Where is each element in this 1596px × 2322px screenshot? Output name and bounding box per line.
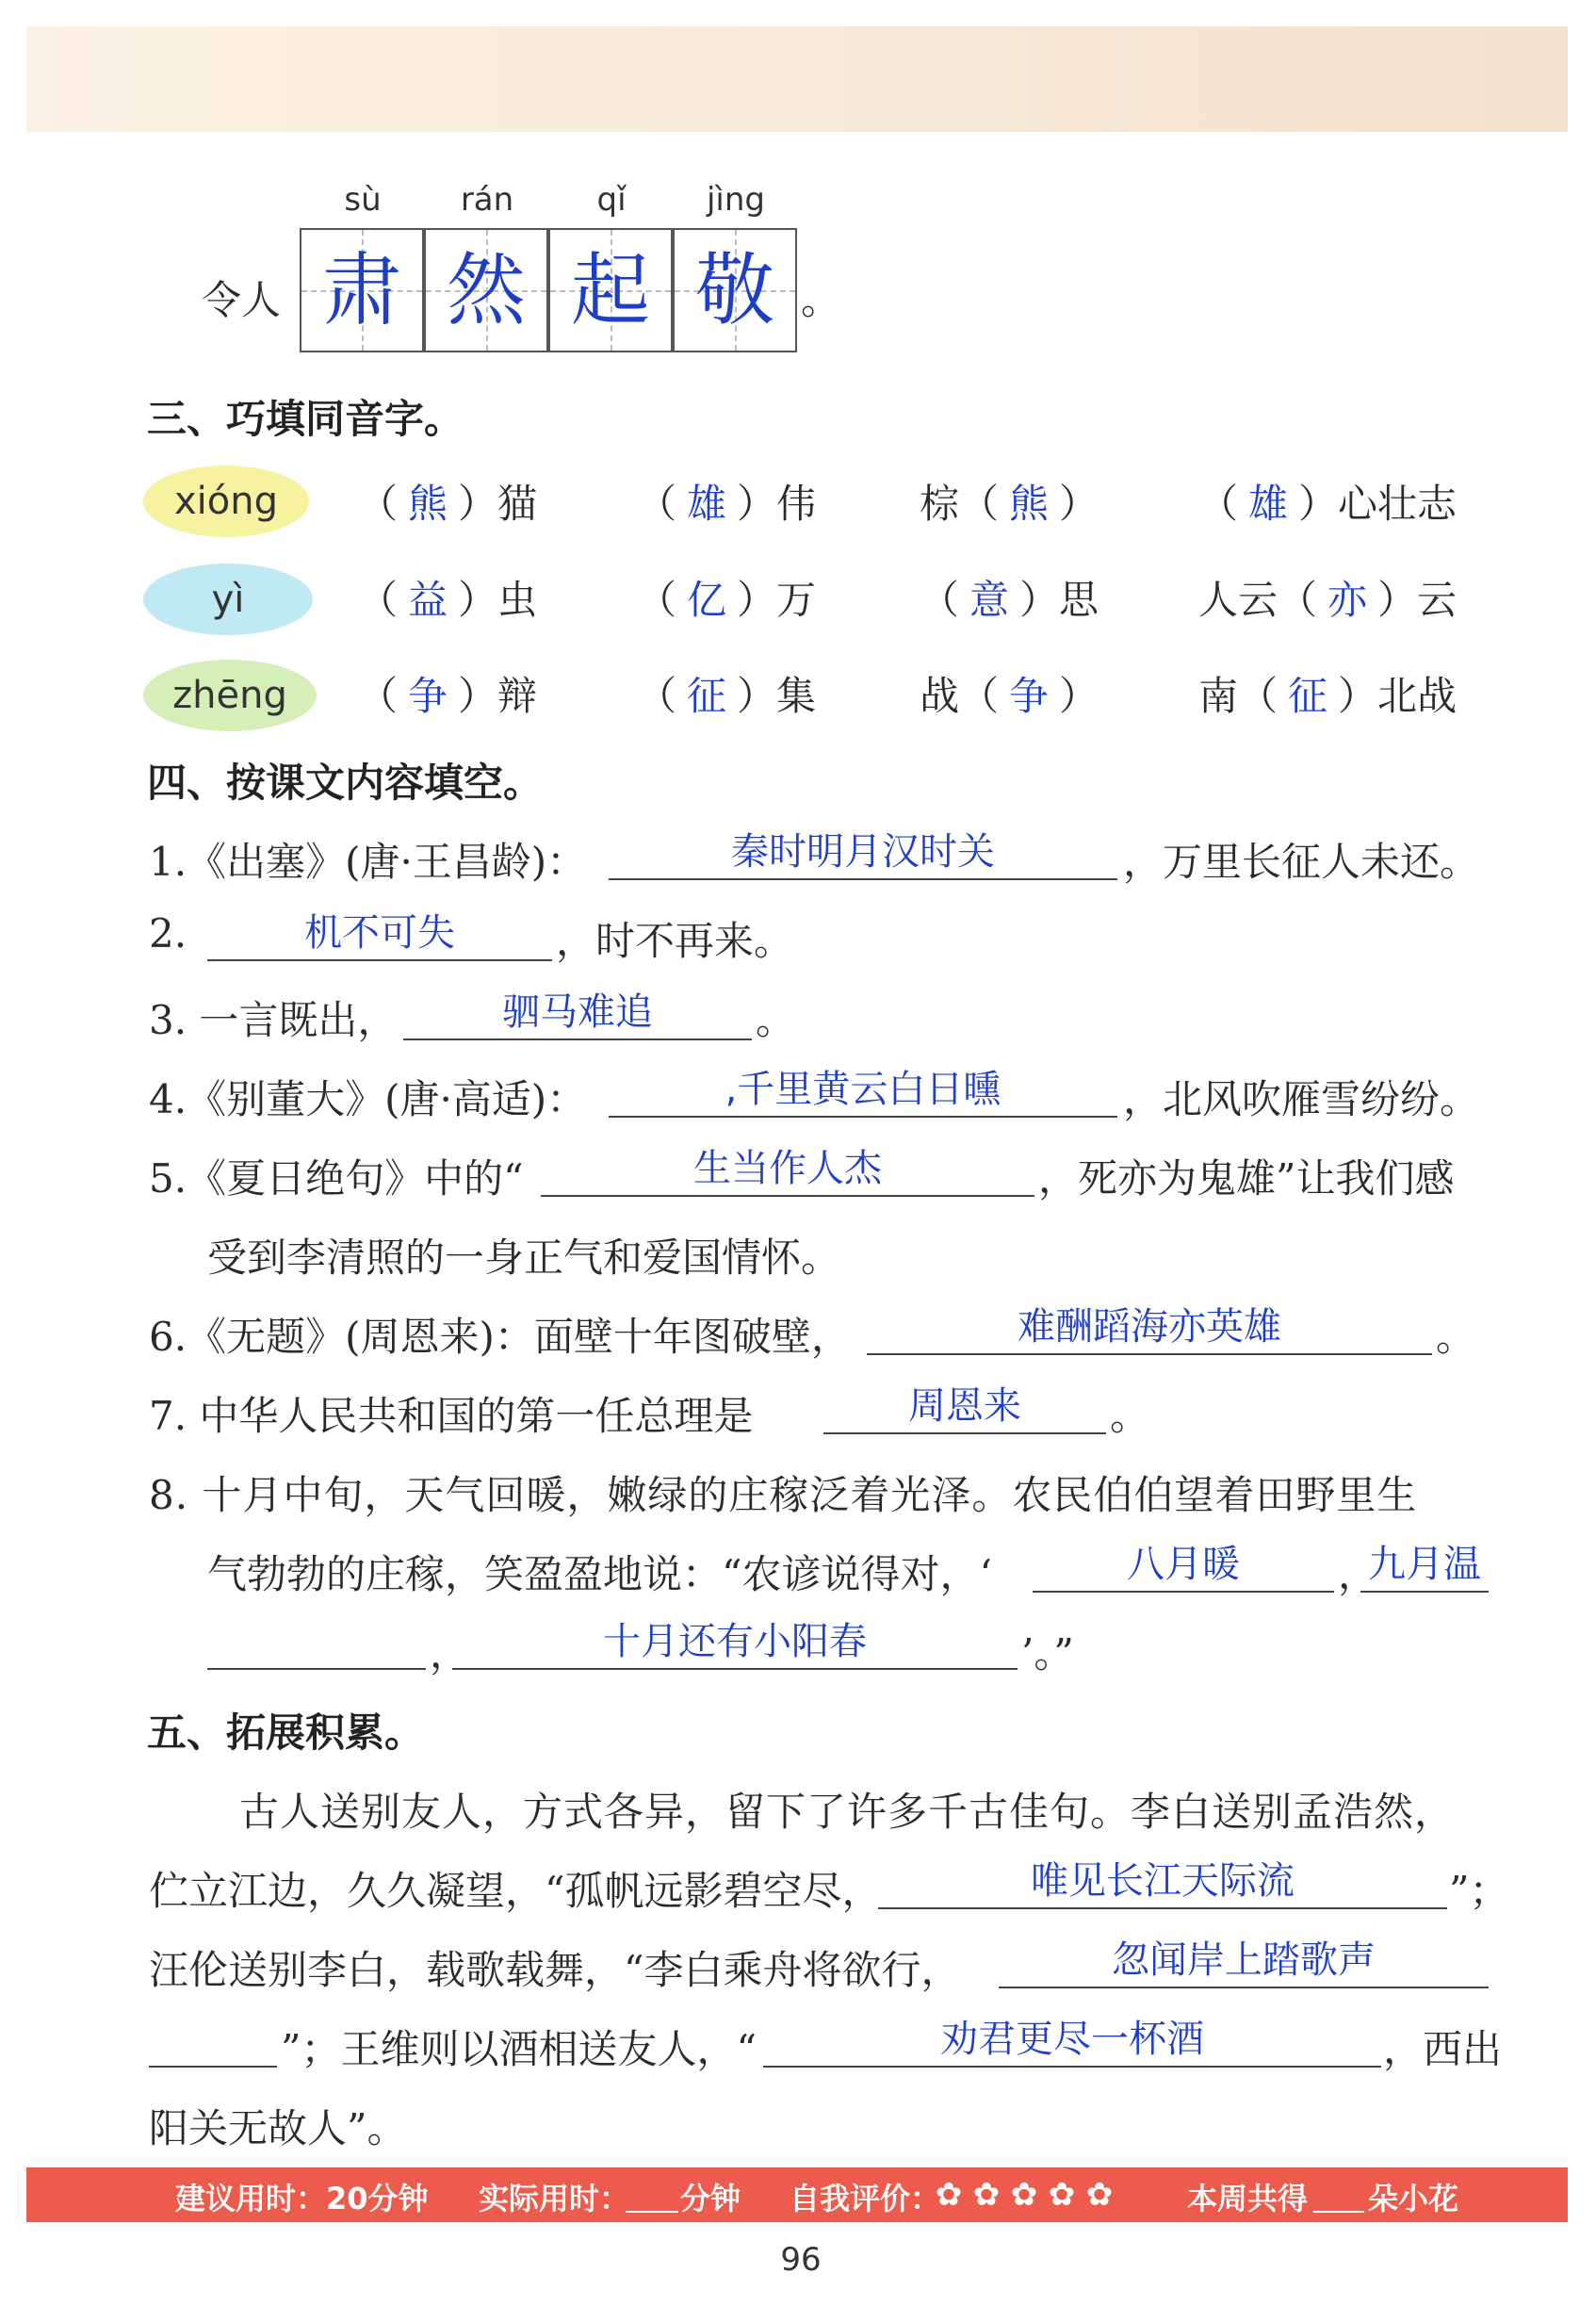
section5-answer-2: 忽闻岸上踏歌声 [1112, 1938, 1376, 1982]
top-decoration-band [26, 26, 1568, 132]
pinyin-bubble-label: yì [211, 578, 245, 621]
q1-answer: 秦时明月汉时关 [731, 830, 995, 874]
grid-cell-2 [424, 228, 548, 352]
homophone-item [358, 473, 537, 530]
q8-answer-3: 十月还有小阳春 [603, 1620, 867, 1663]
pinyin-1: sù [344, 181, 382, 219]
flower-icon: ✿ [1085, 2176, 1114, 2214]
q7-text: 7. 中华人民共和国的第一任总理是 [149, 1393, 754, 1439]
q6-text: 6.《无题》(周恩来)：面壁十年图破壁， [149, 1314, 851, 1360]
homophone-item [1198, 473, 1457, 530]
q3-answer: 驷马难追 [502, 990, 653, 1034]
idiom-end: 。 [801, 277, 841, 323]
item-post: ）辩 [458, 673, 538, 719]
section5-line5: 阳关无故人”。 [149, 2105, 407, 2151]
q6-text-end: 。 [1436, 1314, 1476, 1360]
footer-week-label: 本周共得 [1187, 2181, 1309, 2216]
item-pre: （ [358, 673, 399, 719]
item-post: ）思 [1019, 577, 1099, 623]
pinyin-2: rán [460, 181, 514, 219]
item-post: ）北战 [1338, 673, 1458, 719]
section3-heading: 三、巧填同音字。 [147, 396, 464, 442]
homophone-item [920, 665, 1099, 722]
q1-text-end: ，万里长征人未还。 [1123, 839, 1480, 885]
section5-line2: 伫立江边，久久凝望，“孤帆远影碧空尽， [149, 1868, 882, 1914]
q4-text-end: ，北风吹雁雪纷纷。 [1123, 1076, 1480, 1122]
grid-answer-1: 肃 [321, 244, 401, 336]
section4-heading: 四、按课文内容填空。 [147, 760, 544, 806]
grid-answer-3: 起 [570, 244, 650, 336]
q8-sep-1: ， [1338, 1551, 1378, 1597]
page-number: 96 [780, 2241, 822, 2279]
item-pre: （ [920, 577, 960, 623]
flower-icon: ✿ [1010, 2176, 1038, 2214]
item-pre: 南（ [1198, 673, 1278, 719]
flower-icon: ✿ [1048, 2176, 1076, 2214]
item-pre: （ [637, 577, 677, 623]
q8-answer-1: 八月暖 [1127, 1543, 1240, 1586]
item-pre: 棕（ [920, 481, 1000, 527]
item-answer: 征 [1288, 673, 1328, 719]
section5-blank-2 [999, 1987, 1489, 1988]
item-answer: 益 [408, 577, 448, 623]
q1-text: 1.《出塞》(唐·王昌龄)： [149, 839, 587, 885]
pinyin-3: qǐ [596, 181, 627, 219]
item-answer: 亦 [1327, 577, 1368, 623]
item-answer: 熊 [1009, 481, 1050, 527]
footer-actual-time-blank [626, 2211, 678, 2213]
section5-line4-end: ，西出 [1383, 2026, 1503, 2072]
section5-blank-2-continued [149, 2066, 277, 2068]
pinyin-bubble-yi [143, 564, 313, 635]
section5-line4: ”；王维则以酒相送友人，“ [281, 2026, 757, 2072]
q8-blank-2-continued [207, 1668, 426, 1670]
q1-blank [609, 878, 1117, 880]
q2-number: 2. [149, 910, 187, 957]
footer-actual-time-unit: 分钟 [680, 2181, 741, 2216]
item-pre: 人云（ [1198, 577, 1318, 623]
q8-answer-2: 九月温 [1368, 1543, 1481, 1586]
section5-line2-end: ”； [1449, 1868, 1509, 1914]
homophone-item [358, 665, 537, 722]
pinyin-bubble-label: xióng [174, 480, 278, 523]
item-post: ）虫 [458, 577, 538, 623]
footer-week-blank [1313, 2211, 1364, 2213]
q3-text: 3. 一言既出， [149, 997, 398, 1043]
q4-text: 4.《别董大》(唐·高适)： [149, 1076, 587, 1122]
q8-text-line1: 8. 十月中旬，天气回暖，嫩绿的庄稼泛着光泽。农民伯伯望着田野里生 [149, 1472, 1418, 1518]
item-answer: 争 [408, 673, 448, 719]
homophone-item [637, 665, 816, 722]
item-answer: 雄 [1248, 481, 1289, 527]
grid-cell-4 [673, 228, 797, 352]
footer-suggested-time: 建议用时：20分钟 [175, 2181, 429, 2216]
footer-week-unit: 朵小花 [1368, 2181, 1459, 2216]
item-pre: （ [637, 481, 677, 527]
item-pre: （ [637, 673, 677, 719]
item-post: ）心壮志 [1298, 481, 1458, 527]
item-post: ）云 [1377, 577, 1458, 623]
homophone-item [920, 569, 1099, 626]
grid-answer-4: 敬 [694, 244, 774, 336]
q2-answer: 机不可失 [304, 911, 455, 955]
q8-blank-2 [1360, 1591, 1489, 1593]
item-post: ）万 [737, 577, 817, 623]
q8-blank-1 [1033, 1591, 1334, 1593]
q5-text: 5.《夏日绝句》中的“ [149, 1155, 524, 1202]
pinyin-bubble-xiong [143, 466, 309, 537]
q6-answer: 难酬蹈海亦英雄 [1018, 1305, 1281, 1349]
section5-blank-3 [763, 2066, 1381, 2068]
q3-text-end: 。 [756, 997, 796, 1043]
item-post: ） [1059, 673, 1099, 719]
grid-cell-1 [300, 228, 424, 352]
item-post: ） [1059, 481, 1099, 527]
q8-text-line2: 气勃勃的庄稼，笑盈盈地说：“农谚说得对，‘ [207, 1551, 992, 1597]
item-pre: （ [358, 481, 399, 527]
section5-line3: 汪伦送别李白，载歌载舞，“李白乘舟将欲行， [149, 1947, 961, 1993]
q7-text-end: 。 [1110, 1393, 1150, 1439]
flower-icon: ✿ [935, 2176, 963, 2214]
q7-blank [823, 1432, 1106, 1434]
q2-blank [207, 959, 552, 961]
grid-answer-2: 然 [446, 244, 526, 336]
item-post: ）伟 [737, 481, 817, 527]
pinyin-bubble-zheng [143, 660, 317, 731]
grid-cell-3 [548, 228, 673, 352]
q5-text-line2: 受到李清照的一身正气和爱国情怀。 [207, 1235, 841, 1281]
section5-heading: 五、拓展积累。 [147, 1709, 425, 1756]
q5-answer: 生当作人杰 [693, 1147, 882, 1190]
q4-blank [609, 1116, 1117, 1118]
item-answer: 争 [1009, 673, 1050, 719]
item-answer: 意 [969, 577, 1010, 623]
pinyin-bubble-label: zhēng [172, 674, 287, 717]
homophone-item [637, 473, 816, 530]
footer-self-eval-label: 自我评价： [790, 2181, 941, 2216]
section5-answer-3: 劝君更尽一杯酒 [940, 2018, 1204, 2061]
item-pre: 战（ [920, 673, 1000, 719]
homophone-item [358, 569, 537, 626]
q5-blank [541, 1195, 1034, 1197]
item-pre: （ [358, 577, 399, 623]
item-post: ）集 [737, 673, 817, 719]
q8-blank-3 [452, 1668, 1018, 1670]
q8-text-end: ’。” [1021, 1630, 1074, 1676]
q5-text-end: ，死亦为鬼雄”让我们感 [1038, 1155, 1455, 1202]
item-answer: 雄 [687, 481, 727, 527]
q4-answer: ,千里黄云白日曛 [725, 1068, 1002, 1111]
footer-actual-time-label: 实际用时： [479, 2181, 630, 2216]
homophone-item [920, 473, 1099, 530]
item-answer: 亿 [687, 577, 727, 623]
homophone-item [637, 569, 816, 626]
item-answer: 征 [687, 673, 727, 719]
q7-answer: 周恩来 [908, 1384, 1021, 1428]
section5-answer-1: 唯见长江天际流 [1031, 1859, 1295, 1903]
item-post: ）猫 [458, 481, 538, 527]
idiom-prefix: 令人 [202, 277, 282, 323]
item-pre: （ [1198, 481, 1239, 527]
item-answer: 熊 [408, 481, 448, 527]
flower-icon: ✿ [972, 2176, 1001, 2214]
q3-blank [403, 1038, 752, 1040]
homophone-item [1198, 665, 1457, 722]
q8-sep-2: ， [430, 1630, 470, 1676]
q6-blank [867, 1353, 1432, 1355]
section5-blank-1 [878, 1907, 1447, 1909]
pinyin-4: jìng [706, 181, 766, 219]
q2-text-end: ，时不再来。 [556, 918, 794, 964]
homophone-item [1198, 569, 1457, 626]
section5-line1: 古人送别友人，方式各异，留下了许多千古佳句。李白送别孟浩然， [239, 1789, 1456, 1835]
